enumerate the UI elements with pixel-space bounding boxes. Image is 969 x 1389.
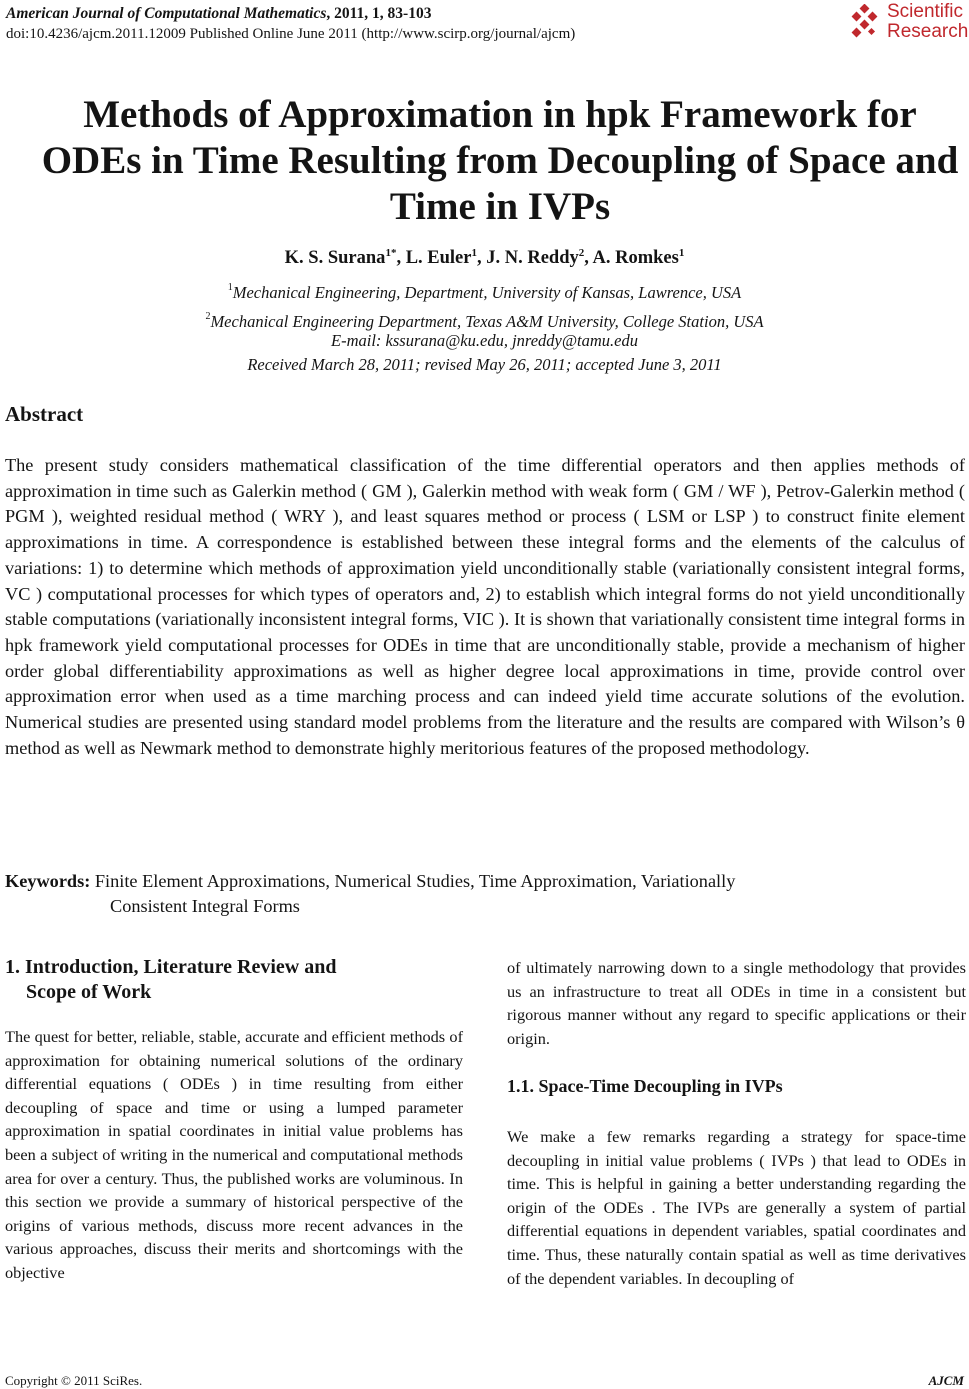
- doi-line[interactable]: doi:10.4236/ajcm.2011.12009 Published Online June 2011 (http://www.scirp.org/journal/ajcm): [6, 26, 576, 42]
- keywords-line-1: Finite Element Approximations, Numerical Studies, Time Approximation, Variationally: [94, 871, 736, 891]
- keywords: [5, 869, 735, 919]
- affiliation-text: Mechanical Engineering Department, Texas A&M University, College Station, USA: [210, 312, 764, 331]
- journal-issue: , 2011, 1, 83-103: [326, 5, 432, 22]
- affiliation-sup: 2: [205, 311, 211, 322]
- affiliation-1: [0, 277, 969, 304]
- author: A. Romkes: [592, 248, 679, 269]
- section-1-heading-line-1: 1. Introduction, Literature Review and: [5, 956, 337, 978]
- keywords-line-2: Consistent Integral Forms: [110, 896, 300, 916]
- author: J. N. Reddy: [486, 248, 579, 269]
- affiliation-text: Mechanical Engineering, Department, University of Kansas, Lawrence, USA: [232, 283, 742, 302]
- footer-copyright: Copyright © 2011 SciRes.: [5, 1373, 143, 1388]
- section-1-heading-line-2: Scope of Work: [26, 981, 152, 1003]
- author: L. Euler: [405, 248, 472, 269]
- author: K. S. Surana: [284, 248, 386, 269]
- section-1-right-column: of ultimately narrowing down to a single methodology that provides us an infrastructure to treat all ODEs in time in a consistent but rigorous manner without any regard to specific applications or their origin.: [507, 958, 966, 1048]
- abstract-text: The present study considers mathematical classification of the time differential operators and then applies methods of approximation in time such as Galerkin method ( GM ), Galerkin method with weak form ( GM / WF ), Petrov-Galerkin method ( PGM ), weighted residual method ( WRY ), and least squares method or process ( LSM or LSP ) to construct finite element approximations in time. A correspondence is established between these integral forms and the elements of the calculus of variations: 1) to determine which methods of approximation yield unconditionally stable (variationally consistent integral forms, VC ) computational processes for which types of operators and, 2) to establish which integral forms do not yield unconditionally stable computations (variationally inconsistent integral forms, VIC ). It is shown that variationally consistent time integral forms in hpk framework yield computational processes for ODEs in time that are unconditionally stable, provide a mechanism of higher order global differentiability approximations as well as higher degree local approximations in time, provide control over approximation error when used as a time marching process and can indeed yield time accurate solutions of the evolution. Numerical studies are presented using standard model problems from the literature and the results are compared with Wilson’s θ method as well as Newmark method to demonstrate highly meritorious features of the proposed methodology.: [5, 455, 965, 758]
- section-1-heading: [5, 955, 465, 1005]
- subsection-1-1-heading: 1.1. Space-Time Decoupling in IVPs: [507, 1076, 783, 1096]
- logo-text: [887, 2, 968, 42]
- journal-citation: [6, 4, 575, 24]
- author-sup: 1: [471, 247, 477, 259]
- subsection-1-1-text: We make a few remarks regarding a strategy for space-time decoupling in initial value problems ( IVPs ) that lead to ODEs in time. This is helpful in gaining a better understanding regarding the origin of the ODEs . The IVPs are generally a system of partial differential equations in dependent variables, spatial coordinates and time. Thus, these naturally contain spatial as well as time derivatives of the dependent variables. In decoupling of: [507, 1127, 966, 1288]
- scientific-research-logo-icon: [847, 4, 883, 40]
- author-sup: 1: [678, 247, 685, 259]
- affiliation-2: [0, 306, 969, 333]
- section-1-left-column: The quest for better, reliable, stable, accurate and efficient methods of approximation for obtaining numerical solutions of the ordinary differential equations ( ODEs ) in time resulting from either decoupling of space and time or using a lumped parameter approximation in spatial coordinates in initial value problems has been a subject of writing in the numerical and computational methods area for over a century. Thus, the published works are voluminous. In this section we provide a summary of historical perspective of the origins of various methods, discuss more recent advances in the various approaches, discuss their merits and shortcomings with the objective: [5, 1027, 463, 1282]
- paper-title: Methods of Approximation in hpk Framework for ODEs in Time Resulting from Decoupling of Space and Time in IVPs: [41, 93, 959, 228]
- logo-line-1: Scientific: [887, 1, 964, 22]
- publisher-logo: [847, 1, 969, 44]
- footer-journal-abbrev: AJCM: [928, 1373, 964, 1388]
- author-sup: 2: [578, 247, 585, 259]
- author-list: K. S. Surana$^{1*}$, L. Euler$^1$, J. N. Reddy$^2$, A. Romkes$^1$: [284, 247, 685, 269]
- journal-name: American Journal of Computational Mathematics: [6, 5, 327, 22]
- email-line[interactable]: E-mail: kssurana@ku.edu, jnreddy@tamu.edu: [331, 331, 638, 350]
- keywords-label: Keywords:: [5, 871, 91, 891]
- affiliation-sup: 1: [227, 282, 233, 293]
- logo-line-2: Research: [887, 21, 969, 42]
- received-dates: Received March 28, 2011; revised May 26, 2011; accepted June 3, 2011: [247, 355, 722, 374]
- journal-header: [6, 4, 575, 44]
- author-sup: 1*: [385, 247, 397, 259]
- abstract-heading: Abstract: [5, 402, 84, 426]
